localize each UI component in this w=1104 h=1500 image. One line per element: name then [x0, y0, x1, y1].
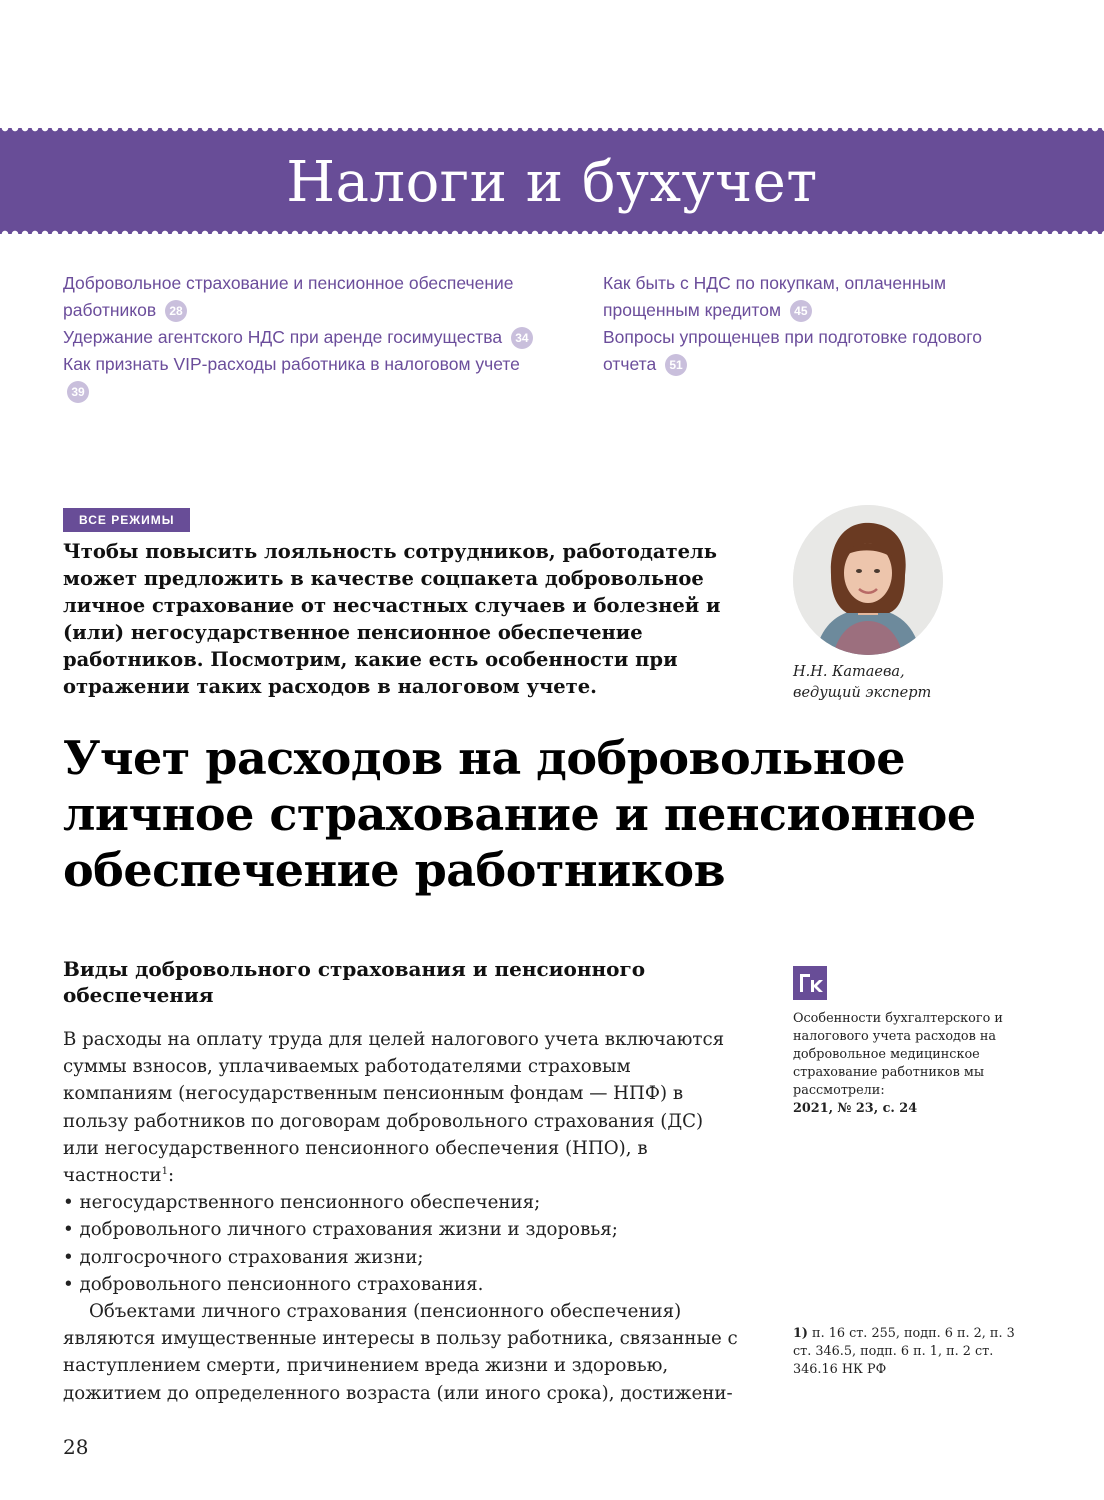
list-item: • долгосрочного страхования жизни; [63, 1244, 743, 1271]
toc-item-label: Как признать VIP-расходы работника в налоговом учете [63, 354, 520, 374]
body-paragraph-text: В расходы на оплату труда для целей налогового учета включаются суммы взносов, уплачиваемых работодателями страховым компаниям (негосударственным пенсионным фондам — НПФ) в пользу работников по договорам добровольного страхования (ДС) или негосударственного пенсионного обеспечения (НПО), в частности [63, 1029, 725, 1187]
toc-page-badge: 45 [790, 300, 812, 322]
toc-item-label: Вопросы упрощенцев при подготовке годового [603, 327, 982, 347]
body-paragraph-end: : [167, 1165, 175, 1187]
footnote-marker[interactable]: 1 [161, 1165, 168, 1177]
author-caption [793, 662, 931, 704]
toc-item[interactable] [603, 324, 1023, 378]
sidenote-text: Особенности бухгалтерского и налогового учета расходов на добровольное медицинское страхование работников мы рассмотрели: [793, 1011, 1003, 1098]
body-paragraph: Объектами личного страхования (пенсионного обеспечения) являются имущественные интересы в пользу работника, связанные с наступлением смерти, причинением вреда жизни и здоровью, дожитием до определенного возраста (или иного срока), достижени- [63, 1301, 738, 1404]
section-subheading: Виды добровольного страхования и пенсионного обеспечения [63, 957, 646, 1007]
mode-tag: ВСЕ РЕЖИМЫ [63, 508, 190, 532]
author-name: Н.Н. Катаева, [793, 664, 905, 680]
body-paragraph [63, 1026, 743, 1189]
toc-item[interactable] [63, 324, 543, 351]
toc-page-badge: 51 [665, 354, 687, 376]
toc-item-label: Добровольное страхование и пенсионное обеспечение [63, 273, 514, 293]
toc-item-label: Удержание агентского НДС при аренде госимущества [63, 327, 503, 347]
section-title: Налоги и бухучет [286, 150, 818, 215]
footnote [793, 1325, 1018, 1379]
footnote-number: 1) [793, 1326, 808, 1341]
sidenote [793, 1010, 1013, 1118]
gk-logo-mark [793, 966, 827, 1000]
list-item: • добровольного личного страхования жизни и здоровья; [63, 1216, 743, 1243]
footnote-text: п. 16 ст. 255, подп. 6 п. 2, п. 3 ст. 346.5, подп. 6 п. 1, п. 2 ст. 346.16 НК РФ [793, 1326, 1015, 1377]
toc-item[interactable] [603, 270, 1023, 324]
article-lead: Чтобы повысить лояльность сотрудников, работодатель может предложить в качестве соцпакета добровольное личное страхование от несчастных случаев и болезней и (или) негосударственное пенсионное обеспечение работников. Посмотрим, какие есть особенности при отражении таких расходов в налоговом учете. [63, 540, 721, 698]
toc-page-badge: 39 [67, 381, 89, 403]
list-item: • добровольного пенсионного страхования. [63, 1271, 743, 1298]
list-item: • негосударственного пенсионного обеспечения; [63, 1189, 743, 1216]
toc-right-column [603, 270, 1023, 378]
gk-logo-icon [793, 966, 827, 1000]
sidenote-reference[interactable]: 2021, № 23, с. 24 [793, 1101, 918, 1116]
toc-left-column [63, 270, 543, 405]
toc-item-label: прощенным кредитом [603, 300, 781, 320]
article-headline: Учет расходов на добровольное личное страхование и пенсионное обеспечение работников [63, 731, 976, 897]
author-role: ведущий эксперт [793, 685, 932, 701]
article-body [63, 1026, 743, 1407]
author-photo [793, 505, 943, 655]
toc-item[interactable] [63, 270, 543, 324]
toc-item-label: отчета [603, 354, 657, 374]
toc-item-label: работников [63, 300, 157, 320]
page-number: 28 [63, 1435, 89, 1459]
toc-item[interactable] [63, 351, 543, 405]
author-portrait-icon [793, 505, 943, 655]
toc-page-badge: 28 [165, 300, 187, 322]
bullet-list [63, 1189, 743, 1298]
toc-page-badge: 34 [511, 327, 533, 349]
toc-item-label: Как быть с НДС по покупкам, оплаченным [603, 273, 947, 293]
